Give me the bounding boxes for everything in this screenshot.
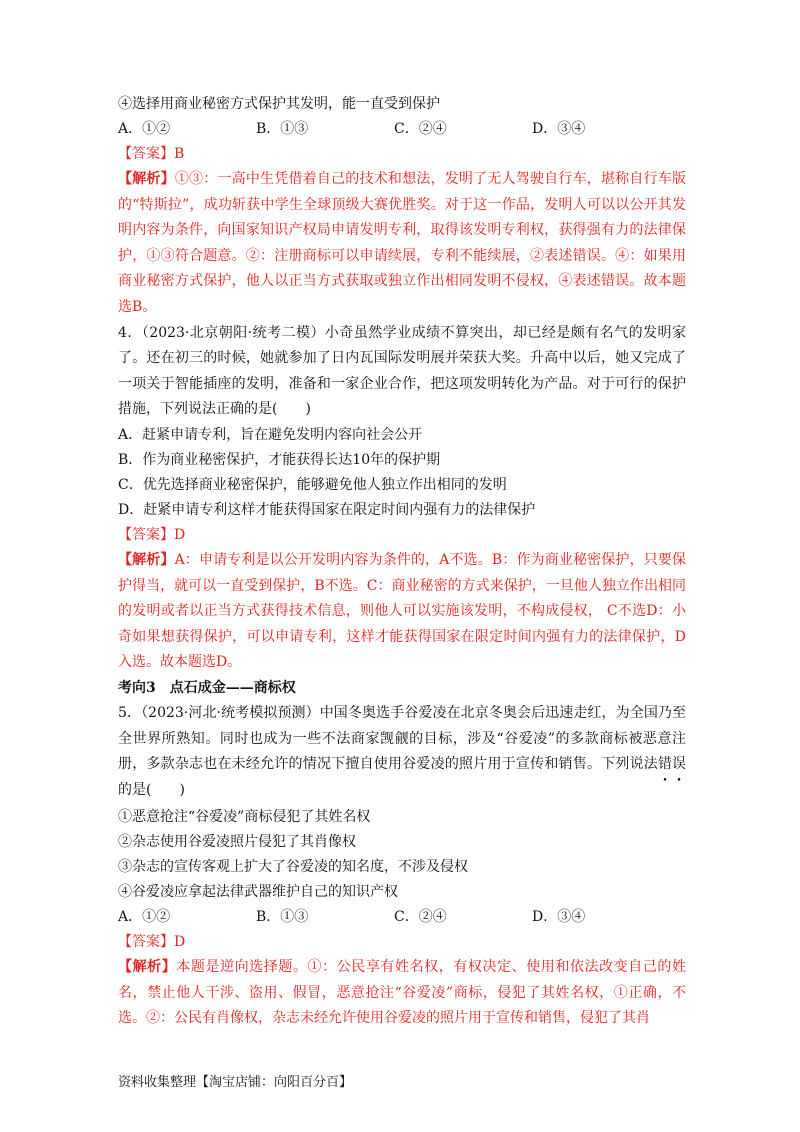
- option-a: A．①②: [118, 909, 171, 926]
- emphasis-text: 错误: [658, 756, 686, 773]
- section-heading: 考向3 点石成金——商标权: [118, 679, 296, 696]
- emphasis-dots: • •: [662, 775, 682, 786]
- q4-option-c: C．优先选择商业秘密保护，能够避免他人独立作出相同的发明: [118, 476, 507, 493]
- q4-option-a: A．赶紧申请专利，旨在避免发明内容向社会公开: [118, 426, 423, 443]
- page-footer: 资料收集整理【淘宝店铺：向阳百分百】: [118, 1075, 353, 1090]
- stem-part2: 的是( ): [118, 781, 185, 798]
- q5-statement-4: ④谷爱凌应拿起法律武器维护自己的知识产权: [118, 884, 398, 901]
- options-row-q5: [118, 905, 686, 930]
- q4-option-d: D．赶紧申请专利这样才能获得国家在限定时间内强有力的法律保护: [118, 501, 536, 518]
- answer-q4: 【答案】D: [118, 526, 186, 543]
- emphasis-word: [658, 752, 686, 786]
- analysis-q4: [118, 548, 686, 676]
- answer-q5: 【答案】D: [118, 934, 186, 951]
- options-row-q3: [118, 117, 686, 142]
- analysis-label: 【解析】: [118, 551, 175, 568]
- analysis-label: 【解析】: [118, 171, 175, 187]
- analysis-q3: [118, 167, 686, 321]
- statement-4: ④选择用商业秘密方式保护其发明，能一直受到保护: [118, 96, 440, 112]
- analysis-label: 【解析】: [118, 959, 177, 976]
- analysis-text: ①③：一高中生凭借着自己的技术和想法，发明了无人驾驶自行车，堪称自行车版的“特斯拉”，成功斩获中学生全球顶级大赛优胜奖。对于这一作品，发明人可以以公开其发明内容为条件，向国家知识产权局申请发明专利，取得该发明专利权，获得强有力的法律保护，①③符合题意。②：注册商标可以申请续展，专利不能续展，②表述错误。④：如果用商业秘密方式保护，他人以正当方式获取或独立作出相同发明不侵权，④表述错误。故本题选B。: [118, 171, 687, 315]
- analysis-text: A：申请专利是以公开发明内容为条件的，A不选。B：作为商业秘密保护，只要保护得当，就可以一直受到保护，B不选。C：商业秘密的方式来保护，一旦他人独立作出相同的发明或者以正当方式获得技术信息，则他人可以实施该发明，不构成侵权， C不选D：小奇如果想获得保护，可以申请专利，这样才能获得国家在限定时间内强有力的法律保护，D入选。故本题选D。: [118, 551, 687, 671]
- q5-statement-2: ②杂志使用谷爱凌照片侵犯了其肖像权: [118, 834, 356, 851]
- q4-option-b: B．作为商业秘密保护，才能获得长达10年的保护期: [118, 451, 441, 468]
- option-b: B．①③: [256, 121, 309, 137]
- option-b: B．①③: [256, 909, 309, 926]
- option-c: C．②④: [394, 909, 447, 926]
- option-c: C．②④: [394, 121, 447, 137]
- question-4-stem: 4．（2023·北京朝阳·统考二模）小奇虽然学业成绩不算突出，却已经是颇有名气的发明家了。还在初三的时候，她就参加了日内瓦国际发明展并荣获大奖。升高中以后，她又完成了一项关于智能插座的发明，准备和一家企业合作，把这项发明转化为产品。对于可行的保护措施，下列说法正确的是( ): [118, 324, 686, 418]
- analysis-q5: [118, 955, 686, 1032]
- stem-part1: 5．（2023·河北·统考模拟预测）中国冬奥选手谷爱凌在北京冬奥会后迅速走红，为全国乃至全世界所熟知。同时也成为一些不法商家觊觎的目标，涉及“谷爱凌”的多款商标被恶意注册，多款杂志也在未经允许的情况下擅自使用谷爱凌的照片用于宣传和销售。下列说法: [118, 704, 686, 773]
- option-d: D．③④: [532, 121, 586, 137]
- option-a: A．①②: [118, 121, 171, 137]
- answer-q3: 【答案】B: [118, 146, 185, 162]
- analysis-text: 本题是逆向选择题。①：公民享有姓名权，有权决定、使用和依法改变自己的姓名，禁止他人干涉、盗用、假冒，恶意抢注“谷爱凌”商标，侵犯了其姓名权，①正确，不选。②：公民有肖像权，杂志未经允许使用谷爱凌的照片用于宣传和销售，侵犯了其肖: [118, 959, 687, 1027]
- q5-statement-3: ③杂志的宣传客观上扩大了谷爱凌的知名度，不涉及侵权: [118, 859, 468, 876]
- q5-statement-1: ①恶意抢注“谷爱凌”商标侵犯了其姓名权: [118, 809, 371, 826]
- question-5-stem: [118, 701, 686, 803]
- option-d: D．③④: [532, 909, 586, 926]
- document-page: [118, 92, 686, 1032]
